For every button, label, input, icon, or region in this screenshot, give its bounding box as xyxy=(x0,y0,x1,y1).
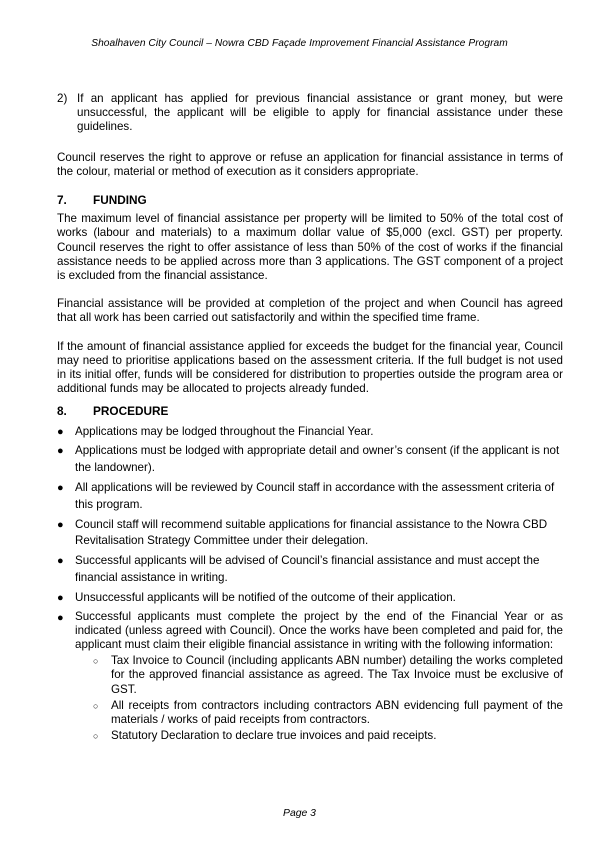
claim-requirements-list xyxy=(75,654,563,744)
list-item-body: Successful applicants must complete the project by the end of the Financial Year or as indicated (unless agreed with Council). Once the works have been completed and paid for, the applicant must claim their eligible financial assistance in writing with the following information: ○ Tax Invoice to Council (including applicants ABN number) detailing the works completed for the approved financial assistance as agreed. The Tax Invoice must be exclusive of GST. ○ All receipts from contractors including contractors ABN evidencing full payment of the materials / works of paid receipts from contractors. ○ Statutory Declaration to declare true invoices and paid receipts. xyxy=(75,609,563,743)
section-heading-procedure xyxy=(57,404,563,418)
section-number: 8. xyxy=(57,404,67,419)
item-number: 2) xyxy=(57,92,68,105)
section-heading-funding xyxy=(57,193,563,207)
list-item: ● Council staff will recommend suitable applications for financial assistance to the Nowra CBD Revitalisation Strategy Committee under their delegation. xyxy=(57,517,563,551)
running-header: Shoalhaven City Council – Nowra CBD Façade Improvement Financial Assistance Program xyxy=(91,38,508,49)
section-title: FUNDING xyxy=(93,193,147,208)
funding-paragraph: The maximum level of financial assistance per property will be limited to 50% of the total cost of works (labour and materials) to a maximum dollar value of $5,000 (excl. GST) per property. Council reserves the right to offer assistance of less than 50% of the cost of works if the financial assistance needs to be applied across more than 3 applications. The GST component of a project is excluded from the financial assistance. xyxy=(57,212,563,283)
page-content xyxy=(57,92,563,749)
list-item: ● Successful applicants will be advised of Council’s financial assistance and must accept the financial assistance in writing. xyxy=(57,553,563,587)
bullet-icon: ● xyxy=(57,518,64,531)
procedure-list xyxy=(57,424,563,747)
list-item: ● Unsuccessful applicants will be notified of the outcome of their application. xyxy=(57,590,563,607)
bullet-icon: ● xyxy=(57,555,64,568)
list-item: ○ All receipts from contractors including contractors ABN evidencing full payment of the materials / works of paid receipts from contractors. xyxy=(93,698,563,727)
list-item: ○ Tax Invoice to Council (including applicants ABN number) detailing the works completed for the approved financial assistance as agreed. The Tax Invoice must be exclusive of GST. xyxy=(93,654,563,696)
list-item: ● Applications must be lodged with appropriate detail and owner’s consent (if the applicant is not the landowner). xyxy=(57,443,563,477)
list-item: ● Applications may be lodged throughout the Financial Year. xyxy=(57,424,563,441)
funding-paragraph: Financial assistance will be provided at completion of the project and when Council has agreed that all work has been carried out satisfactorily and within the specified time frame. xyxy=(57,297,563,325)
list-item xyxy=(57,610,563,747)
bullet-icon: ● xyxy=(57,591,64,604)
eligibility-item-2 xyxy=(57,92,563,135)
section-number: 7. xyxy=(57,193,67,208)
section-title: PROCEDURE xyxy=(93,404,169,419)
list-item: ○ Statutory Declaration to declare true invoices and paid receipts. xyxy=(93,729,437,743)
bullet-icon: ● xyxy=(57,425,64,438)
item-text: If an applicant has applied for previous financial assistance or grant money, but were unsuccessful, the applicant will be eligible to apply for financial assistance under these guidelines. xyxy=(77,92,563,134)
bullet-icon: ● xyxy=(57,445,64,458)
circle-bullet-icon: ○ xyxy=(93,731,99,742)
circle-bullet-icon: ○ xyxy=(93,700,99,711)
funding-paragraph: If the amount of financial assistance applied for exceeds the budget for the financial year, Council may need to prioritise applications based on the assessment criteria. If the full budget is not used in its initial offer, funds will be considered for distribution to properties outside the program area or additional funds may be allocated to projects already funded. xyxy=(57,339,563,396)
bullet-icon: ● xyxy=(57,611,64,624)
page-number: Page 3 xyxy=(283,808,316,819)
list-item: ● All applications will be reviewed by Council staff in accordance with the assessment criteria of this program. xyxy=(57,480,563,514)
reserve-paragraph: Council reserves the right to approve or refuse an application for financial assistance in terms of the colour, material or method of execution as it considers appropriate. xyxy=(57,150,563,178)
bullet-icon: ● xyxy=(57,482,64,495)
circle-bullet-icon: ○ xyxy=(93,656,99,667)
